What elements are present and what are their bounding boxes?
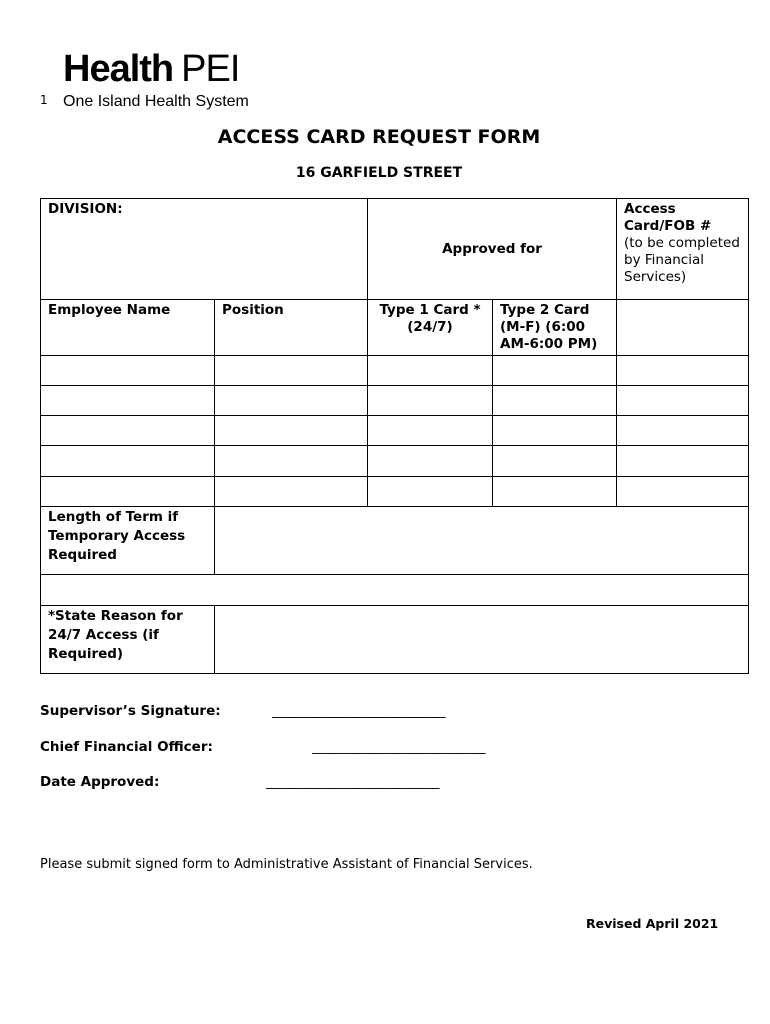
table-row bbox=[41, 356, 749, 386]
supervisor-signature-line[interactable]: ______________________________ bbox=[272, 703, 445, 719]
form-subtitle: 16 GARFIELD STREET bbox=[295, 165, 463, 181]
col-employee-name: Employee Name bbox=[41, 300, 215, 356]
type2-cell[interactable] bbox=[493, 386, 617, 416]
table-row bbox=[41, 386, 749, 416]
date-approved-line[interactable]: ______________________________ bbox=[266, 774, 439, 790]
type2-cell[interactable] bbox=[493, 477, 617, 507]
employee-name-cell[interactable] bbox=[41, 416, 215, 446]
col-type2-card: Type 2 Card (M-F) (6:00 AM-6:00 PM) bbox=[493, 300, 617, 356]
term-value-cell[interactable] bbox=[215, 507, 749, 575]
employee-name-cell[interactable] bbox=[41, 477, 215, 507]
type1-cell[interactable] bbox=[368, 386, 493, 416]
division-cell[interactable] bbox=[41, 199, 368, 300]
access-card-cell[interactable] bbox=[617, 416, 749, 446]
table-row bbox=[41, 446, 749, 477]
spacer-row bbox=[41, 575, 749, 606]
table-row bbox=[41, 416, 749, 446]
reason-label: *State Reason for 24/7 Access (if Required) bbox=[41, 606, 215, 674]
access-card-header bbox=[617, 199, 749, 300]
position-cell[interactable] bbox=[215, 416, 368, 446]
column-header-row bbox=[41, 300, 749, 356]
spacer-cell[interactable] bbox=[41, 575, 749, 606]
date-approved-label: Date Approved: bbox=[40, 774, 160, 790]
page-number: 1 bbox=[40, 93, 48, 107]
reason-value-cell[interactable] bbox=[215, 606, 749, 674]
access-card-note: (to be completed by Financial Services) bbox=[624, 235, 740, 285]
type1-cell[interactable] bbox=[368, 446, 493, 477]
access-card-cell[interactable] bbox=[617, 356, 749, 386]
table-header-row bbox=[41, 199, 749, 300]
type1-cell[interactable] bbox=[368, 416, 493, 446]
col-access-card-blank[interactable] bbox=[617, 300, 749, 356]
form-title: ACCESS CARD REQUEST FORM bbox=[217, 126, 541, 148]
type1-cell[interactable] bbox=[368, 356, 493, 386]
approved-for-cell bbox=[368, 199, 617, 300]
approved-for-label: Approved for bbox=[442, 240, 542, 257]
logo-tagline: One Island Health System bbox=[63, 93, 249, 110]
health-pei-logo bbox=[63, 50, 239, 88]
access-card-cell[interactable] bbox=[617, 386, 749, 416]
access-card-cell[interactable] bbox=[617, 477, 749, 507]
logo-word-health: Health bbox=[63, 48, 174, 90]
division-label: DIVISION: bbox=[48, 201, 123, 217]
type2-cell[interactable] bbox=[493, 356, 617, 386]
employee-name-cell[interactable] bbox=[41, 386, 215, 416]
position-cell[interactable] bbox=[215, 356, 368, 386]
table-row bbox=[41, 477, 749, 507]
cfo-label: Chief Financial Officer: bbox=[40, 739, 213, 755]
cfo-signature-line[interactable]: ______________________________ bbox=[312, 739, 485, 755]
revised-date: Revised April 2021 bbox=[586, 916, 719, 931]
type2-cell[interactable] bbox=[493, 416, 617, 446]
reason-row bbox=[41, 606, 749, 674]
type2-cell[interactable] bbox=[493, 446, 617, 477]
access-card-cell[interactable] bbox=[617, 446, 749, 477]
col-type1-card: Type 1 Card * (24/7) bbox=[368, 300, 493, 356]
access-request-table bbox=[40, 198, 749, 674]
position-cell[interactable] bbox=[215, 477, 368, 507]
type1-cell[interactable] bbox=[368, 477, 493, 507]
employee-name-cell[interactable] bbox=[41, 446, 215, 477]
position-cell[interactable] bbox=[215, 386, 368, 416]
access-card-label: Access Card/FOB # bbox=[624, 201, 712, 234]
supervisor-signature-label: Supervisor’s Signature: bbox=[40, 703, 221, 719]
employee-name-cell[interactable] bbox=[41, 356, 215, 386]
term-row bbox=[41, 507, 749, 575]
col-position: Position bbox=[215, 300, 368, 356]
position-cell[interactable] bbox=[215, 446, 368, 477]
logo-word-pei: PEI bbox=[181, 48, 240, 90]
submit-instructions: Please submit signed form to Administrative Assistant of Financial Services. bbox=[40, 857, 533, 872]
term-label: Length of Term if Temporary Access Required bbox=[41, 507, 215, 575]
